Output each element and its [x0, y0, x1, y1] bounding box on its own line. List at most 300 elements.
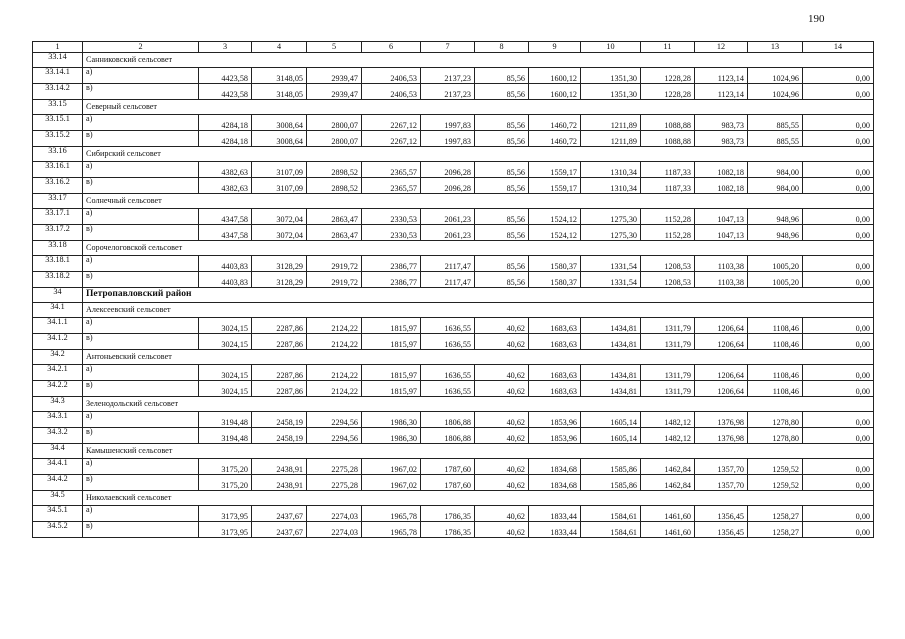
value-cell: 1853,96 [529, 412, 581, 428]
value-cell: 3175,20 [199, 459, 252, 475]
page-number: 190 [808, 13, 825, 25]
column-header: 9 [529, 42, 581, 53]
section-code: 33.16 [33, 147, 83, 162]
value-cell: 85,56 [475, 162, 529, 178]
value-cell: 1460,72 [529, 131, 581, 147]
value-cell: 3072,04 [252, 209, 307, 225]
value-cell: 4423,58 [199, 84, 252, 100]
value-cell: 3107,09 [252, 162, 307, 178]
row-code: 34.4.1 [33, 459, 83, 475]
row-code: 34.3.2 [33, 428, 83, 444]
value-cell: 2061,23 [421, 225, 475, 241]
value-cell: 2287,86 [252, 381, 307, 397]
value-cell: 2124,22 [307, 318, 362, 334]
value-cell: 1482,12 [641, 412, 695, 428]
value-cell: 1123,14 [695, 68, 748, 84]
value-cell: 1580,37 [529, 256, 581, 272]
value-cell: 1434,81 [581, 334, 641, 350]
value-cell: 4347,58 [199, 225, 252, 241]
table-row [33, 334, 874, 350]
row-variant: а) [83, 412, 199, 428]
table-row [33, 209, 874, 225]
value-cell: 0,00 [803, 459, 874, 475]
value-cell: 85,56 [475, 178, 529, 194]
row-variant: а) [83, 209, 199, 225]
value-cell: 1024,96 [748, 68, 803, 84]
row-variant: в) [83, 381, 199, 397]
value-cell: 1108,46 [748, 365, 803, 381]
table-row [33, 178, 874, 194]
section-title: Антоньевский сельсовет [83, 350, 874, 365]
value-cell: 1636,55 [421, 318, 475, 334]
value-cell: 0,00 [803, 68, 874, 84]
value-cell: 2939,47 [307, 68, 362, 84]
section-title: Алексеевский сельсовет [83, 303, 874, 318]
row-variant: в) [83, 522, 199, 538]
value-cell: 1636,55 [421, 365, 475, 381]
value-cell: 1376,98 [695, 428, 748, 444]
value-cell: 3072,04 [252, 225, 307, 241]
row-code: 34.2.1 [33, 365, 83, 381]
column-header: 10 [581, 42, 641, 53]
value-cell: 1211,89 [581, 115, 641, 131]
row-variant: а) [83, 115, 199, 131]
value-cell: 1275,30 [581, 209, 641, 225]
value-cell: 1376,98 [695, 412, 748, 428]
value-cell: 1584,61 [581, 522, 641, 538]
value-cell: 885,55 [748, 131, 803, 147]
value-cell: 3173,95 [199, 522, 252, 538]
value-cell: 1997,83 [421, 131, 475, 147]
value-cell: 1605,14 [581, 428, 641, 444]
value-cell: 2458,19 [252, 428, 307, 444]
value-cell: 3148,05 [252, 84, 307, 100]
value-cell: 2294,56 [307, 428, 362, 444]
row-variant: в) [83, 178, 199, 194]
value-cell: 1258,27 [748, 506, 803, 522]
value-cell: 0,00 [803, 115, 874, 131]
value-cell: 85,56 [475, 256, 529, 272]
value-cell: 1524,12 [529, 209, 581, 225]
value-cell: 2330,53 [362, 225, 421, 241]
table-row [33, 365, 874, 381]
value-cell: 40,62 [475, 459, 529, 475]
value-cell: 40,62 [475, 412, 529, 428]
section-title: Камышенский сельсовет [83, 444, 874, 459]
value-cell: 1311,79 [641, 334, 695, 350]
value-cell: 2274,03 [307, 506, 362, 522]
value-cell: 4382,63 [199, 178, 252, 194]
value-cell: 3128,29 [252, 256, 307, 272]
value-cell: 2386,77 [362, 256, 421, 272]
value-cell: 2137,23 [421, 68, 475, 84]
value-cell: 2800,07 [307, 115, 362, 131]
value-cell: 1047,13 [695, 209, 748, 225]
row-code: 33.14.1 [33, 68, 83, 84]
section-code: 33.17 [33, 194, 83, 209]
value-cell: 2437,67 [252, 522, 307, 538]
value-cell: 0,00 [803, 428, 874, 444]
row-variant: в) [83, 131, 199, 147]
value-cell: 1082,18 [695, 162, 748, 178]
table-row [33, 162, 874, 178]
tariff-table [32, 41, 874, 538]
value-cell: 3194,48 [199, 428, 252, 444]
row-variant: а) [83, 256, 199, 272]
value-cell: 0,00 [803, 256, 874, 272]
value-cell: 85,56 [475, 209, 529, 225]
value-cell: 1278,80 [748, 412, 803, 428]
value-cell: 1278,80 [748, 428, 803, 444]
value-cell: 1331,54 [581, 272, 641, 288]
value-cell: 1786,35 [421, 522, 475, 538]
value-cell: 0,00 [803, 381, 874, 397]
value-cell: 1683,63 [529, 334, 581, 350]
value-cell: 984,00 [748, 162, 803, 178]
value-cell: 1683,63 [529, 318, 581, 334]
value-cell: 1357,70 [695, 459, 748, 475]
value-cell: 2898,52 [307, 178, 362, 194]
value-cell: 1259,52 [748, 475, 803, 491]
value-cell: 1187,33 [641, 162, 695, 178]
section-row [33, 194, 874, 209]
value-cell: 948,96 [748, 209, 803, 225]
value-cell: 1211,89 [581, 131, 641, 147]
value-cell: 1986,30 [362, 412, 421, 428]
column-header: 4 [252, 42, 307, 53]
value-cell: 0,00 [803, 162, 874, 178]
value-cell: 4423,58 [199, 68, 252, 84]
value-cell: 984,00 [748, 178, 803, 194]
value-cell: 1787,60 [421, 459, 475, 475]
row-code: 34.5.2 [33, 522, 83, 538]
value-cell: 0,00 [803, 209, 874, 225]
value-cell: 983,73 [695, 131, 748, 147]
value-cell: 2406,53 [362, 68, 421, 84]
value-cell: 2117,47 [421, 256, 475, 272]
column-header: 11 [641, 42, 695, 53]
value-cell: 1683,63 [529, 381, 581, 397]
row-variant: в) [83, 84, 199, 100]
value-cell: 1331,54 [581, 256, 641, 272]
value-cell: 1559,17 [529, 178, 581, 194]
value-cell: 2124,22 [307, 381, 362, 397]
value-cell: 0,00 [803, 318, 874, 334]
value-cell: 0,00 [803, 84, 874, 100]
row-code: 34.3.1 [33, 412, 83, 428]
value-cell: 1636,55 [421, 381, 475, 397]
column-header: 3 [199, 42, 252, 53]
column-header: 8 [475, 42, 529, 53]
row-variant: а) [83, 365, 199, 381]
value-cell: 1082,18 [695, 178, 748, 194]
value-cell: 2275,28 [307, 459, 362, 475]
section-title: Северный сельсовет [83, 100, 874, 115]
value-cell: 40,62 [475, 381, 529, 397]
value-cell: 4403,83 [199, 272, 252, 288]
section-row [33, 241, 874, 256]
value-cell: 40,62 [475, 506, 529, 522]
row-variant: а) [83, 162, 199, 178]
value-cell: 1584,61 [581, 506, 641, 522]
value-cell: 1088,88 [641, 131, 695, 147]
value-cell: 4403,83 [199, 256, 252, 272]
value-cell: 1462,84 [641, 475, 695, 491]
value-cell: 1103,38 [695, 256, 748, 272]
value-cell: 1357,70 [695, 475, 748, 491]
value-cell: 1461,60 [641, 506, 695, 522]
value-cell: 1206,64 [695, 334, 748, 350]
value-cell: 1997,83 [421, 115, 475, 131]
value-cell: 1806,88 [421, 428, 475, 444]
section-code: 34.4 [33, 444, 83, 459]
value-cell: 1310,34 [581, 178, 641, 194]
value-cell: 3024,15 [199, 318, 252, 334]
value-cell: 40,62 [475, 522, 529, 538]
value-cell: 3024,15 [199, 381, 252, 397]
table-row [33, 115, 874, 131]
value-cell: 2287,86 [252, 334, 307, 350]
section-title: Солнечный сельсовет [83, 194, 874, 209]
value-cell: 1787,60 [421, 475, 475, 491]
value-cell: 1585,86 [581, 475, 641, 491]
row-code: 33.15.2 [33, 131, 83, 147]
value-cell: 1965,78 [362, 506, 421, 522]
value-cell: 0,00 [803, 506, 874, 522]
value-cell: 1600,12 [529, 68, 581, 84]
value-cell: 1815,97 [362, 381, 421, 397]
district-title: Петропавловский район [83, 288, 874, 303]
value-cell: 3194,48 [199, 412, 252, 428]
value-cell: 1833,44 [529, 522, 581, 538]
table-body [33, 42, 874, 538]
row-code: 33.16.1 [33, 162, 83, 178]
row-variant: в) [83, 225, 199, 241]
section-code: 33.18 [33, 241, 83, 256]
value-cell: 1815,97 [362, 334, 421, 350]
value-cell: 1123,14 [695, 84, 748, 100]
value-cell: 2096,28 [421, 162, 475, 178]
section-code: 34.1 [33, 303, 83, 318]
row-code: 33.17.1 [33, 209, 83, 225]
value-cell: 3024,15 [199, 334, 252, 350]
value-cell: 1585,86 [581, 459, 641, 475]
value-cell: 1524,12 [529, 225, 581, 241]
value-cell: 2863,47 [307, 225, 362, 241]
row-variant: в) [83, 272, 199, 288]
column-header: 7 [421, 42, 475, 53]
value-cell: 948,96 [748, 225, 803, 241]
value-cell: 1786,35 [421, 506, 475, 522]
table-row [33, 459, 874, 475]
value-cell: 1967,02 [362, 459, 421, 475]
section-code: 33.15 [33, 100, 83, 115]
table-row [33, 225, 874, 241]
value-cell: 85,56 [475, 131, 529, 147]
value-cell: 1208,53 [641, 272, 695, 288]
row-variant: в) [83, 334, 199, 350]
column-header: 6 [362, 42, 421, 53]
section-title: Сибирский сельсовет [83, 147, 874, 162]
value-cell: 1088,88 [641, 115, 695, 131]
value-cell: 2437,67 [252, 506, 307, 522]
value-cell: 2365,57 [362, 162, 421, 178]
value-cell: 2117,47 [421, 272, 475, 288]
table-row [33, 475, 874, 491]
column-header: 1 [33, 42, 83, 53]
value-cell: 1815,97 [362, 318, 421, 334]
value-cell: 1259,52 [748, 459, 803, 475]
value-cell: 2386,77 [362, 272, 421, 288]
row-variant: в) [83, 428, 199, 444]
value-cell: 85,56 [475, 68, 529, 84]
table-row [33, 318, 874, 334]
column-header: 13 [748, 42, 803, 53]
value-cell: 2267,12 [362, 131, 421, 147]
value-cell: 1356,45 [695, 522, 748, 538]
value-cell: 3008,64 [252, 131, 307, 147]
value-cell: 4284,18 [199, 131, 252, 147]
table-row [33, 428, 874, 444]
value-cell: 2124,22 [307, 365, 362, 381]
value-cell: 1005,20 [748, 256, 803, 272]
value-cell: 1461,60 [641, 522, 695, 538]
section-row [33, 491, 874, 506]
value-cell: 2939,47 [307, 84, 362, 100]
value-cell: 2137,23 [421, 84, 475, 100]
value-cell: 1815,97 [362, 365, 421, 381]
row-variant: а) [83, 459, 199, 475]
value-cell: 1206,64 [695, 381, 748, 397]
value-cell: 1605,14 [581, 412, 641, 428]
row-code: 34.1.2 [33, 334, 83, 350]
row-variant: в) [83, 475, 199, 491]
value-cell: 2458,19 [252, 412, 307, 428]
value-cell: 1434,81 [581, 318, 641, 334]
value-cell: 40,62 [475, 428, 529, 444]
value-cell: 1833,44 [529, 506, 581, 522]
value-cell: 1310,34 [581, 162, 641, 178]
section-title: Сорочелоговской сельсовет [83, 241, 874, 256]
value-cell: 0,00 [803, 365, 874, 381]
value-cell: 85,56 [475, 84, 529, 100]
value-cell: 1434,81 [581, 365, 641, 381]
value-cell: 4347,58 [199, 209, 252, 225]
value-cell: 2863,47 [307, 209, 362, 225]
district-row [33, 288, 874, 303]
value-cell: 983,73 [695, 115, 748, 131]
value-cell: 0,00 [803, 475, 874, 491]
value-cell: 2898,52 [307, 162, 362, 178]
row-variant: а) [83, 68, 199, 84]
row-variant: а) [83, 318, 199, 334]
value-cell: 4284,18 [199, 115, 252, 131]
value-cell: 1152,28 [641, 209, 695, 225]
section-row [33, 397, 874, 412]
value-cell: 85,56 [475, 225, 529, 241]
value-cell: 1965,78 [362, 522, 421, 538]
value-cell: 2438,91 [252, 459, 307, 475]
value-cell: 40,62 [475, 365, 529, 381]
value-cell: 885,55 [748, 115, 803, 131]
row-code: 34.1.1 [33, 318, 83, 334]
value-cell: 2365,57 [362, 178, 421, 194]
value-cell: 3128,29 [252, 272, 307, 288]
section-row [33, 444, 874, 459]
value-cell: 1311,79 [641, 318, 695, 334]
value-cell: 2287,86 [252, 365, 307, 381]
value-cell: 2919,72 [307, 272, 362, 288]
value-cell: 1258,27 [748, 522, 803, 538]
section-title: Зеленодольский сельсовет [83, 397, 874, 412]
value-cell: 1636,55 [421, 334, 475, 350]
value-cell: 1806,88 [421, 412, 475, 428]
value-cell: 1986,30 [362, 428, 421, 444]
table-row [33, 272, 874, 288]
row-code: 33.18.2 [33, 272, 83, 288]
value-cell: 1108,46 [748, 334, 803, 350]
value-cell: 2294,56 [307, 412, 362, 428]
table-row [33, 506, 874, 522]
value-cell: 1047,13 [695, 225, 748, 241]
value-cell: 1356,45 [695, 506, 748, 522]
row-code: 33.17.2 [33, 225, 83, 241]
value-cell: 1580,37 [529, 272, 581, 288]
column-header: 12 [695, 42, 748, 53]
value-cell: 3173,95 [199, 506, 252, 522]
value-cell: 3148,05 [252, 68, 307, 84]
section-code: 34 [33, 288, 83, 303]
value-cell: 40,62 [475, 334, 529, 350]
value-cell: 3175,20 [199, 475, 252, 491]
section-row [33, 303, 874, 318]
value-cell: 1351,30 [581, 68, 641, 84]
row-code: 34.4.2 [33, 475, 83, 491]
section-row [33, 147, 874, 162]
value-cell: 2275,28 [307, 475, 362, 491]
value-cell: 1834,68 [529, 475, 581, 491]
section-title: Николаевский сельсовет [83, 491, 874, 506]
value-cell: 0,00 [803, 334, 874, 350]
header-row [33, 42, 874, 53]
value-cell: 40,62 [475, 318, 529, 334]
value-cell: 3107,09 [252, 178, 307, 194]
value-cell: 1600,12 [529, 84, 581, 100]
value-cell: 1206,64 [695, 318, 748, 334]
value-cell: 1228,28 [641, 68, 695, 84]
value-cell: 1152,28 [641, 225, 695, 241]
value-cell: 1351,30 [581, 84, 641, 100]
column-header: 2 [83, 42, 199, 53]
section-code: 33.14 [33, 53, 83, 68]
value-cell: 2124,22 [307, 334, 362, 350]
value-cell: 2096,28 [421, 178, 475, 194]
value-cell: 2330,53 [362, 209, 421, 225]
value-cell: 2267,12 [362, 115, 421, 131]
section-row [33, 53, 874, 68]
value-cell: 1108,46 [748, 318, 803, 334]
value-cell: 2406,53 [362, 84, 421, 100]
value-cell: 1462,84 [641, 459, 695, 475]
value-cell: 1024,96 [748, 84, 803, 100]
value-cell: 2274,03 [307, 522, 362, 538]
section-code: 34.5 [33, 491, 83, 506]
value-cell: 1434,81 [581, 381, 641, 397]
column-header: 5 [307, 42, 362, 53]
value-cell: 1208,53 [641, 256, 695, 272]
row-code: 33.16.2 [33, 178, 83, 194]
value-cell: 1311,79 [641, 381, 695, 397]
